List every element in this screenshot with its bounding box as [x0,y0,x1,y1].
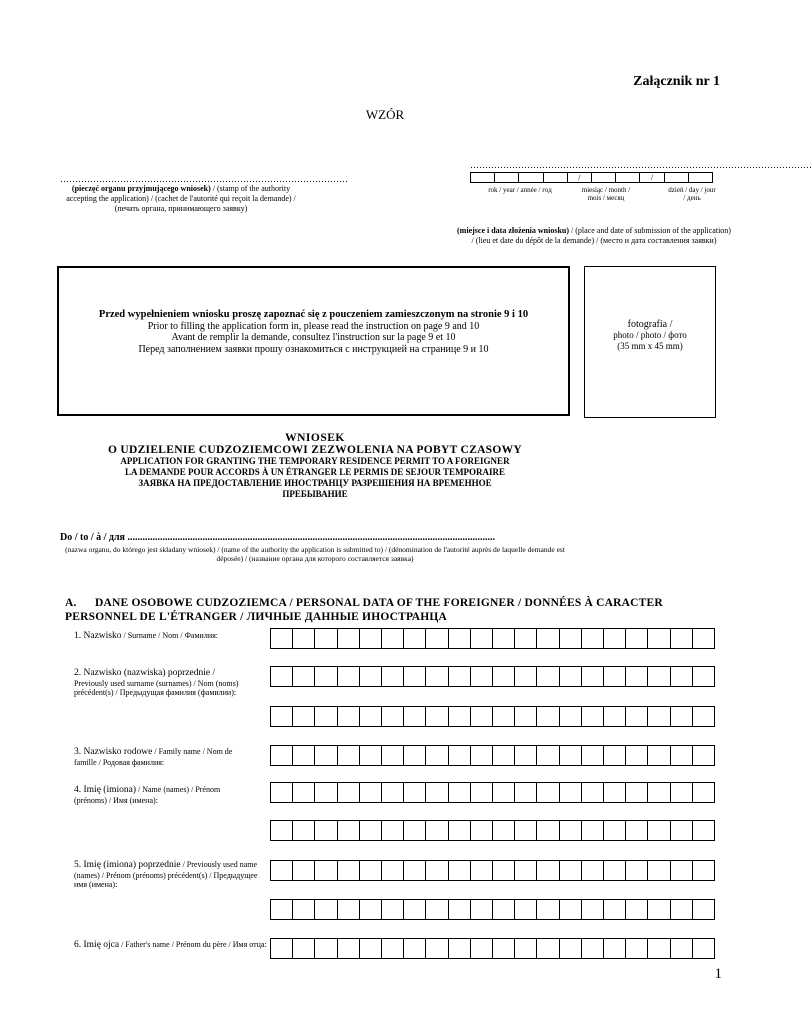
char-box[interactable] [626,707,648,726]
char-box[interactable] [449,707,471,726]
char-box[interactable] [449,900,471,919]
char-box[interactable] [338,667,360,686]
field-5-num: 5. Imię (imiona) poprzednie [74,860,181,870]
char-box[interactable] [582,629,604,648]
char-box[interactable] [315,667,337,686]
char-box[interactable] [449,629,471,648]
char-box[interactable] [560,821,582,840]
previous-name-grid-1[interactable] [270,860,715,881]
previous-surname-grid-2[interactable] [270,706,715,727]
char-box[interactable] [582,707,604,726]
char-box[interactable] [693,861,714,880]
char-box[interactable] [271,821,293,840]
char-box[interactable] [271,746,293,765]
char-box[interactable] [404,939,426,958]
field-4-label [74,785,244,805]
char-box[interactable] [404,900,426,919]
char-box[interactable] [626,861,648,880]
char-box[interactable] [493,900,515,919]
char-box[interactable] [315,900,337,919]
date-cell[interactable] [471,173,495,182]
date-cell[interactable] [665,173,689,182]
char-box[interactable] [515,667,537,686]
char-box[interactable] [293,707,315,726]
instruction-pl: Przed wypełnieniem wniosku proszę zapoznać się z pouczeniem zamieszczonym na stronie 9 i 10 [98,309,529,320]
char-box[interactable] [293,939,315,958]
char-box[interactable] [360,629,382,648]
char-box[interactable] [315,746,337,765]
char-box[interactable] [382,746,404,765]
char-box[interactable] [471,900,493,919]
char-box[interactable] [338,783,360,802]
photo-line3: (35 mm x 45 mm) [617,341,683,351]
char-box[interactable] [582,746,604,765]
field-3-num: 3. Nazwisko rodowe [74,747,153,757]
char-box[interactable] [604,707,626,726]
instruction-text [57,309,570,355]
field-5-desc: / Previously used name (names) / Prénom (prénoms) précédent(s) / Предыдущее имя (имена): [74,860,258,889]
char-box[interactable] [582,821,604,840]
char-box[interactable] [515,939,537,958]
char-box[interactable] [537,939,559,958]
stamp-caption-text: / (stamp of the authority accepting the application) / (cachet de l'autorité qui reçoit la demande) / (печать органа, принимающего заявку) [66,184,296,213]
year-label: rok / year / année / год [488,186,552,194]
field-3-desc: / Family name / Nom de famille / Родовая фамилия: [74,747,233,767]
photo-line1: fotografia / [627,319,673,330]
surname-grid[interactable] [270,628,715,649]
char-box[interactable] [360,783,382,802]
char-box[interactable] [293,629,315,648]
title-line3: APPLICATION FOR GRANTING THE TEMPORARY RESIDENCE PERMIT TO A FOREIGNER [120,456,510,466]
char-box[interactable] [426,629,448,648]
char-box[interactable] [537,629,559,648]
char-box[interactable] [537,861,559,880]
char-box[interactable] [338,939,360,958]
char-box[interactable] [648,861,670,880]
char-box[interactable] [471,783,493,802]
char-box[interactable] [604,861,626,880]
place-date-caption [455,226,733,246]
char-box[interactable] [493,821,515,840]
char-box[interactable] [426,939,448,958]
char-box[interactable] [693,629,714,648]
char-box[interactable] [338,629,360,648]
char-box[interactable] [471,667,493,686]
char-box[interactable] [560,900,582,919]
name-grid-2[interactable] [270,820,715,841]
char-box[interactable] [382,900,404,919]
char-box[interactable] [271,707,293,726]
char-box[interactable] [382,939,404,958]
char-box[interactable] [315,629,337,648]
char-box[interactable] [693,667,714,686]
char-box[interactable] [648,629,670,648]
char-box[interactable] [493,746,515,765]
char-box[interactable] [648,667,670,686]
char-box[interactable] [360,707,382,726]
char-box[interactable] [671,746,693,765]
char-box[interactable] [315,783,337,802]
char-box[interactable] [671,939,693,958]
char-box[interactable] [271,939,293,958]
char-box[interactable] [671,861,693,880]
char-box[interactable] [604,821,626,840]
char-box[interactable] [293,783,315,802]
month-label: miesiąc / month / mois / месяц [581,186,631,202]
char-box[interactable] [671,783,693,802]
char-box[interactable] [315,939,337,958]
char-box[interactable] [382,707,404,726]
char-box[interactable] [338,821,360,840]
place-date-caption-bold: (miejsce i data złożenia wniosku) [457,226,570,235]
char-box[interactable] [626,629,648,648]
char-box[interactable] [537,746,559,765]
char-box[interactable] [382,821,404,840]
char-box[interactable] [515,707,537,726]
char-box[interactable] [693,821,714,840]
date-cell[interactable] [592,173,616,182]
template-label: WZÓR [365,107,405,122]
char-box[interactable] [404,783,426,802]
field-1-desc: / Surname / Nom / Фамилия: [121,631,218,640]
char-box[interactable] [626,746,648,765]
char-box[interactable] [693,783,714,802]
char-box[interactable] [471,821,493,840]
field-2-desc: Previously used surname (surnames) / Nom (noms) précédent(s) / Предыдущая фамилия (фамилии): [74,678,239,697]
char-box[interactable] [271,900,293,919]
char-box[interactable] [560,783,582,802]
char-box[interactable] [471,707,493,726]
field-1-num: 1. Nazwisko [74,631,122,641]
char-box[interactable] [515,629,537,648]
char-box[interactable] [560,629,582,648]
char-box[interactable] [360,900,382,919]
attachment-label: Załącznik nr 1 [633,74,720,89]
char-box[interactable] [360,746,382,765]
char-box[interactable] [582,783,604,802]
char-box[interactable] [404,746,426,765]
char-box[interactable] [537,821,559,840]
char-box[interactable] [693,707,714,726]
char-box[interactable] [648,783,670,802]
char-box[interactable] [426,746,448,765]
char-box[interactable] [360,861,382,880]
char-box[interactable] [515,861,537,880]
char-box[interactable] [537,783,559,802]
date-cell[interactable] [616,173,640,182]
char-box[interactable] [515,821,537,840]
char-box[interactable] [493,667,515,686]
char-box[interactable] [604,746,626,765]
char-box[interactable] [671,707,693,726]
place-date-caption-text: / (place and date of submission of the application) / (lieu et date du dépôt de la demande) / (место и дата составления заявки) [471,226,731,245]
char-box[interactable] [426,821,448,840]
char-box[interactable] [338,861,360,880]
char-box[interactable] [426,861,448,880]
char-box[interactable] [493,707,515,726]
char-box[interactable] [404,667,426,686]
char-box[interactable] [471,939,493,958]
char-box[interactable] [293,861,315,880]
char-box[interactable] [671,821,693,840]
date-cell[interactable] [495,173,519,182]
stamp-dotted-line: …………………………………………………………………………………… [60,174,348,184]
char-box[interactable] [315,861,337,880]
field-6-label [74,940,269,951]
date-cell[interactable] [544,173,568,182]
char-box[interactable] [604,783,626,802]
char-box[interactable] [426,667,448,686]
section-a-letter: A. [65,597,77,609]
char-box[interactable] [604,939,626,958]
char-box[interactable] [471,861,493,880]
char-box[interactable] [382,629,404,648]
char-box[interactable] [382,861,404,880]
char-box[interactable] [271,629,293,648]
title-line1: WNIOSEK [285,432,345,444]
photo-caption [584,319,716,352]
char-box[interactable] [271,783,293,802]
char-box[interactable] [426,707,448,726]
char-box[interactable] [315,707,337,726]
page-number: 1 [714,966,722,982]
field-6-desc: / Father's name / Prénom du père / Имя отца: [119,940,267,949]
authority-caption: (nazwa organu, do którego jest składany wniosek) / (name of the authority the application is submitted to) / (dénomination de l'autorité auprès de laquelle demande est déposée) / (название органа для которого составляется заявка) [65,545,565,563]
char-box[interactable] [648,939,670,958]
field-3-label [74,747,254,767]
char-box[interactable] [293,821,315,840]
field-2-label [74,669,254,698]
previous-name-grid-2[interactable] [270,899,715,920]
char-box[interactable] [404,861,426,880]
char-box[interactable] [338,746,360,765]
char-box[interactable] [493,783,515,802]
day-label: dzień / day / jour / день [668,186,716,202]
char-box[interactable] [360,667,382,686]
field-1-label [74,631,264,642]
char-box[interactable] [582,939,604,958]
char-box[interactable] [471,629,493,648]
char-box[interactable] [493,861,515,880]
char-box[interactable] [471,746,493,765]
char-box[interactable] [582,900,604,919]
char-box[interactable] [449,821,471,840]
char-box[interactable] [404,821,426,840]
char-box[interactable] [604,900,626,919]
char-box[interactable] [626,783,648,802]
section-a-heading [65,596,735,624]
title-line6: ПРЕБЫВАНИЕ [282,489,348,499]
char-box[interactable] [604,629,626,648]
date-cell[interactable] [689,173,712,182]
place-dotted-line: …………………………………………………………………………………………………… [470,160,812,170]
char-box[interactable] [449,783,471,802]
char-box[interactable] [493,939,515,958]
char-box[interactable] [648,821,670,840]
family-name-grid[interactable] [270,745,715,766]
field-4-num: 4. Imię (imiona) [74,785,136,795]
char-box[interactable] [537,900,559,919]
section-a-title: DANE OSOBOWE CUDZOZIEMCA / PERSONAL DATA OF THE FOREIGNER / DONNÉES À CARACTER PERSONNEL DE L'ÉTRANGER / ЛИЧНЫЕ ДАННЫЕ ИНОСТРАНЦА [65,597,663,623]
char-box[interactable] [671,900,693,919]
date-boxes[interactable] [470,172,713,183]
char-box[interactable] [560,667,582,686]
date-separator: / [640,173,664,182]
char-box[interactable] [449,746,471,765]
char-box[interactable] [537,707,559,726]
char-box[interactable] [382,667,404,686]
char-box[interactable] [293,667,315,686]
char-box[interactable] [626,939,648,958]
char-box[interactable] [515,900,537,919]
char-box[interactable] [449,667,471,686]
char-box[interactable] [360,939,382,958]
char-box[interactable] [404,707,426,726]
char-box[interactable] [293,900,315,919]
char-box[interactable] [671,667,693,686]
char-box[interactable] [426,783,448,802]
field-4-desc: / Name (names) / Prénom (prénoms) / Имя (имена): [74,785,221,805]
char-box[interactable] [671,629,693,648]
field-6-num: 6. Imię ojca [74,940,120,950]
instruction-fr: Avant de remplir la demande, consultez l'instruction sur la page 9 et 10 [171,332,456,343]
char-box[interactable] [693,900,714,919]
char-box[interactable] [338,707,360,726]
char-box[interactable] [515,746,537,765]
char-box[interactable] [449,861,471,880]
char-box[interactable] [648,746,670,765]
char-box[interactable] [449,939,471,958]
char-box[interactable] [582,667,604,686]
char-box[interactable] [693,939,714,958]
previous-surname-grid-1[interactable] [270,666,715,687]
stamp-caption [60,184,302,214]
field-5-label [74,860,269,890]
instruction-en: Prior to filling the application form in, please read the instruction on page 9 and 10 [147,320,480,332]
instruction-ru: Перед заполнением заявки прошу ознакомиться с инструкцией на странице 9 и 10 [138,343,489,355]
field-2-num: 2. Nazwisko (nazwiska) poprzednie / [74,668,216,678]
char-box[interactable] [582,861,604,880]
authority-line[interactable]: Do / to / à / для ................................................................................................................................................... [60,532,495,543]
char-box[interactable] [271,861,293,880]
char-box[interactable] [648,900,670,919]
char-box[interactable] [404,629,426,648]
title-line4: LA DEMANDE POUR ACCORDS À UN ÉTRANGER LE PERMIS DE SEJOUR TEMPORAIRE [124,467,506,477]
char-box[interactable] [560,746,582,765]
char-box[interactable] [537,667,559,686]
char-box[interactable] [648,707,670,726]
char-box[interactable] [626,667,648,686]
date-separator: / [568,173,592,182]
char-box[interactable] [626,821,648,840]
char-box[interactable] [315,821,337,840]
char-box[interactable] [382,783,404,802]
char-box[interactable] [604,667,626,686]
date-cell[interactable] [519,173,543,182]
photo-line2: photo / photo / фото [613,330,687,340]
char-box[interactable] [560,861,582,880]
char-box[interactable] [360,821,382,840]
char-box[interactable] [626,900,648,919]
char-box[interactable] [693,746,714,765]
char-box[interactable] [493,629,515,648]
char-box[interactable] [271,667,293,686]
char-box[interactable] [560,939,582,958]
char-box[interactable] [560,707,582,726]
char-box[interactable] [338,900,360,919]
stamp-caption-bold: (pieczęć organu przyjmującego wniosek) [71,184,211,193]
father-name-grid[interactable] [270,938,715,959]
title-line5: ЗАЯВКА НА ПРЕДОСТАВЛЕНИЕ ИНОСТРАНЦУ РАЗРЕШЕНИЯ НА ВРЕМЕННОЕ [138,478,492,488]
form-title [0,432,630,500]
char-box[interactable] [426,900,448,919]
char-box[interactable] [293,746,315,765]
name-grid-1[interactable] [270,782,715,803]
char-box[interactable] [515,783,537,802]
title-line2: O UDZIELENIE CUDZOZIEMCOWI ZEZWOLENIA NA POBYT CZASOWY [107,444,523,456]
